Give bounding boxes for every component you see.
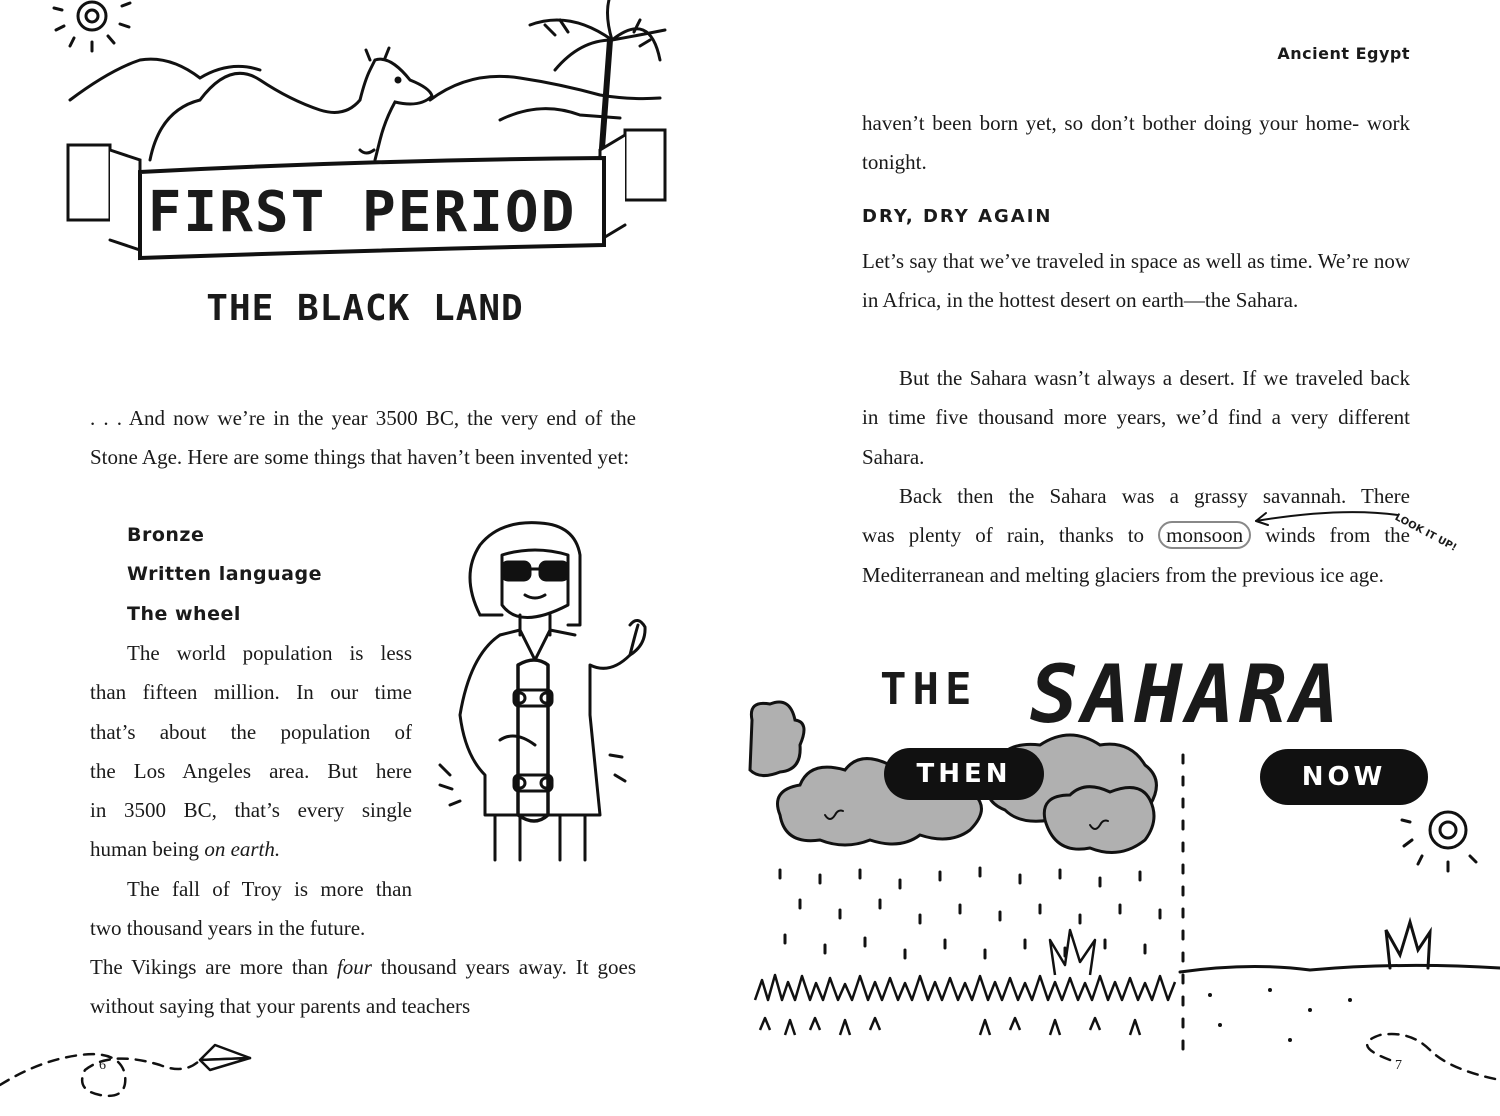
continuation-paragraph: haven’t been born yet, so don’t bother doing your home- work tonight. (862, 111, 1410, 175)
text-line: The fall of Troy is more than (127, 877, 412, 901)
emphasis-text: on earth. (204, 837, 281, 862)
text-run: was plenty of rain, thanks to (862, 523, 1159, 548)
intro-paragraph: . . . And now we’re in the year 3500 BC, the very end of the Stone Age. Here are some things that haven’t been invented yet: (90, 406, 636, 470)
population-paragraph (90, 634, 412, 870)
troy-paragraph (90, 870, 412, 949)
text-run: winds from the (1251, 523, 1410, 548)
right-page (750, 0, 1500, 1116)
page-number: 6 (99, 1058, 106, 1073)
chapter-subtitle: THE BLACK LAND (206, 288, 524, 329)
list-item: The wheel (127, 602, 241, 625)
text-line: The world population is less (127, 641, 412, 665)
illustration-title-large: SAHARA (1030, 648, 1343, 741)
text-line: that’s about the population of (90, 719, 412, 744)
margin-note: LOOK IT UP! (1392, 512, 1459, 554)
text-line: Mediterranean and melting glaciers from the previous ice age. (862, 562, 1384, 587)
text-line: the Los Angeles area. But here (90, 758, 412, 783)
desert-camel-illustration (0, 0, 750, 300)
dashed-trail-decoration (0, 1020, 300, 1116)
paragraph-space-time: Let’s say that we’ve traveled in space as well as time. We’re now in Africa, in the hottest desert on earth—the Sahara. (862, 249, 1410, 313)
paragraph-savannah (862, 477, 1410, 595)
margin-note-arrow (1250, 505, 1410, 535)
section-heading: DRY, DRY AGAIN (862, 206, 1053, 227)
illustration-title-small: THE (880, 664, 978, 715)
text-run: thousand years away. It goes without saying that your parents and teachers (90, 955, 636, 1019)
text-line: two thousand years in the future. (90, 916, 366, 941)
page-number: 7 (1395, 1058, 1402, 1073)
skateboarder-illustration (440, 515, 660, 875)
now-label: NOW (1260, 749, 1428, 805)
emphasis-text: four (336, 955, 372, 979)
text-run: The Vikings are more than (90, 955, 337, 979)
list-item: Written language (127, 563, 322, 586)
running-head: Ancient Egypt (1277, 44, 1410, 63)
text-run: human being (90, 837, 205, 862)
chapter-title: FIRST PERIOD (147, 180, 577, 245)
list-item: Bronze (127, 524, 205, 546)
text-line (90, 830, 412, 869)
text-line: Back then the Sahara was a grassy savannah. There (899, 484, 1410, 508)
then-label: THEN (884, 748, 1044, 800)
circled-word: monsoon (1158, 521, 1251, 549)
vikings-paragraph (90, 948, 636, 1027)
text-line: in 3500 BC, that’s every single (90, 798, 412, 823)
paragraph-sahara-desert: But the Sahara wasn’t always a desert. If we traveled back in time five thousand more years, we’d find a very different Sahara. (862, 366, 1410, 469)
text-line: than fifteen million. In our time (90, 680, 412, 705)
not-invented-list (127, 516, 322, 634)
